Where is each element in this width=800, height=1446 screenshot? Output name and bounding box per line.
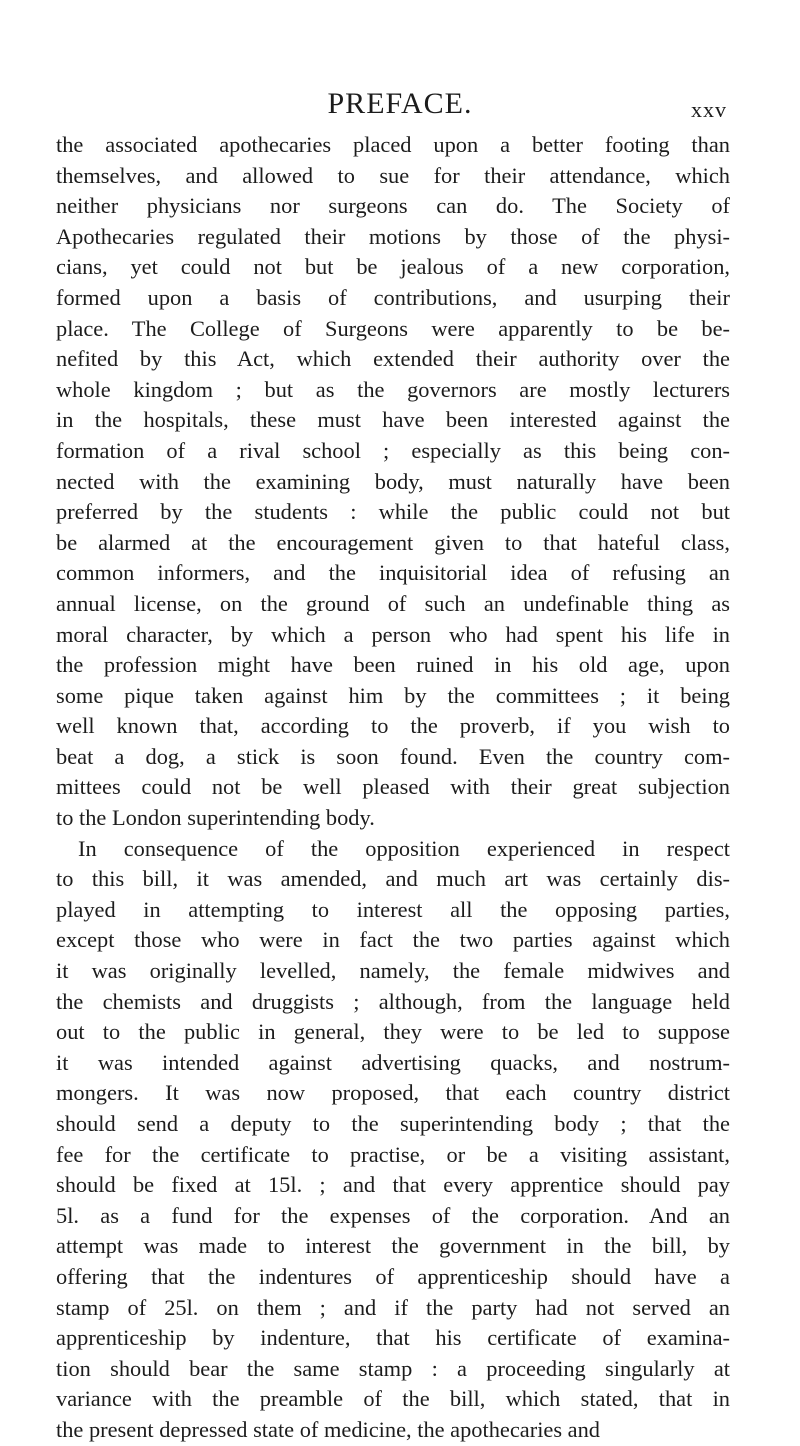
text-line: beat a dog, a stick is soon found. Even the country com- — [56, 743, 730, 769]
text-line: apprenticeship by indenture, that his certificate of examina- — [56, 1325, 730, 1351]
text-line: fee for the certificate to practise, or be a visiting assistant, — [56, 1141, 730, 1167]
text-line: it was intended against advertising quacks, and nostrum- — [56, 1049, 730, 1075]
paragraph — [56, 834, 730, 1446]
body-text — [56, 130, 730, 1446]
text-line: be alarmed at the encouragement given to that hateful class, — [56, 529, 730, 555]
text-line: nefited by this Act, which extended their authority over the — [56, 346, 730, 372]
text-line: mongers. It was now proposed, that each country district — [56, 1080, 730, 1106]
text-line: annual license, on the ground of such an undefinable thing as — [56, 590, 730, 616]
text-line: except those who were in fact the two parties against which — [56, 927, 730, 953]
text-line: stamp of 25l. on them ; and if the party had not served an — [56, 1294, 730, 1320]
text-line: in the hospitals, these must have been interested against the — [56, 407, 730, 433]
text-line: neither physicians nor surgeons can do. The Society of — [56, 193, 730, 219]
text-line: formed upon a basis of contributions, and usurping their — [56, 284, 730, 310]
page-header — [0, 84, 800, 124]
text-line: common informers, and the inquisitorial idea of refusing an — [56, 560, 730, 586]
text-line: to the London superintending body. — [56, 805, 375, 831]
text-line: well known that, according to the proverb, if you wish to — [56, 713, 730, 739]
text-line: whole kingdom ; but as the governors are mostly lecturers — [56, 376, 730, 402]
text-line: mittees could not be well pleased with their great subjection — [56, 774, 730, 800]
text-line: should be fixed at 15l. ; and that every apprentice should pay — [56, 1172, 730, 1198]
text-line: attempt was made to interest the government in the bill, by — [56, 1233, 730, 1259]
text-line: tion should bear the same stamp : a proceeding singularly at — [56, 1355, 730, 1381]
text-line: cians, yet could not but be jealous of a new corporation, — [56, 254, 730, 280]
text-line: to this bill, it was amended, and much art was certainly dis- — [56, 866, 730, 892]
text-line: In consequence of the opposition experienced in respect — [78, 835, 730, 861]
text-line: some pique taken against him by the committees ; it being — [56, 682, 730, 708]
text-line: played in attempting to interest all the opposing parties, — [56, 896, 730, 922]
text-line: place. The College of Surgeons were apparently to be be- — [56, 315, 730, 341]
page-number: xxv — [691, 97, 727, 122]
paragraph — [56, 130, 730, 834]
text-line: nected with the examining body, must naturally have been — [56, 468, 730, 494]
text-line: it was originally levelled, namely, the female midwives and — [56, 958, 730, 984]
text-line: moral character, by which a person who had spent his life in — [56, 621, 730, 647]
text-line: out to the public in general, they were to be led to suppose — [56, 1019, 730, 1045]
text-line: the present depressed state of medicine, the apothecaries and — [56, 1416, 600, 1442]
text-line: 5l. as a fund for the expenses of the corporation. And an — [56, 1202, 730, 1228]
text-line: the chemists and druggists ; although, from the language held — [56, 988, 730, 1014]
text-line: offering that the indentures of apprenticeship should have a — [56, 1263, 730, 1289]
text-line: Apothecaries regulated their motions by those of the physi- — [56, 223, 730, 249]
text-line: should send a deputy to the superintending body ; that the — [56, 1111, 730, 1136]
text-line: themselves, and allowed to sue for their attendance, which — [56, 162, 730, 188]
text-line: the associated apothecaries placed upon a better footing than — [56, 132, 730, 157]
text-line: variance with the preamble of the bill, which stated, that in — [56, 1386, 730, 1412]
text-line: preferred by the students : while the public could not but — [56, 499, 730, 525]
text-line: the profession might have been ruined in his old age, upon — [56, 652, 730, 678]
text-line: formation of a rival school ; especially as this being con- — [56, 437, 730, 463]
running-title: PREFACE. — [327, 87, 473, 120]
